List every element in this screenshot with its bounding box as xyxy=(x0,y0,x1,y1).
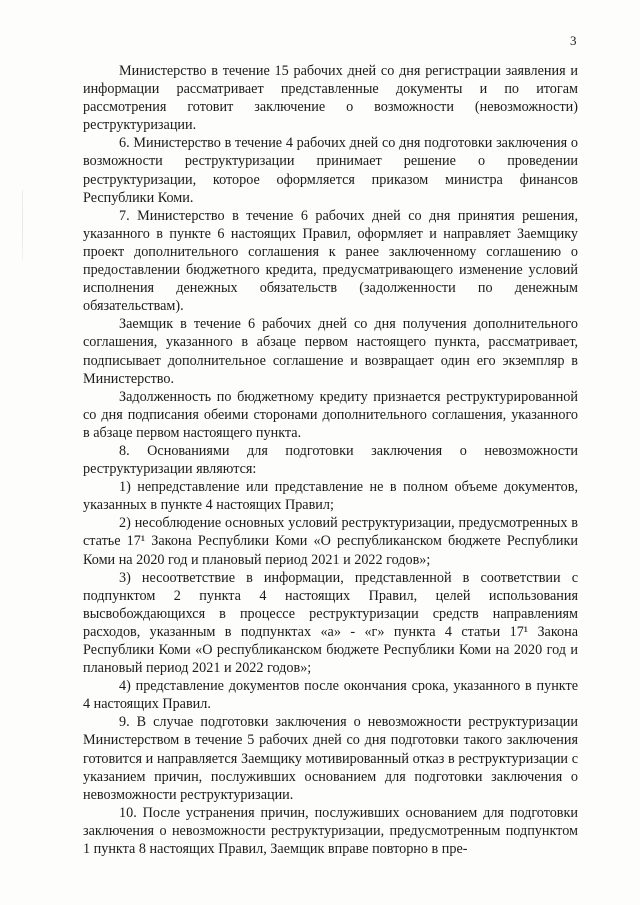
list-item-8-3: 3) несоответствие в информации, представленной в соответствии с подпунктом 2 пункта 4 настоящих Правил, целей использования высвобождающихся в процессе реструктуризации средств направлениям расходов, указанным в подпунктах «а» - «г» пункта 4 статьи 17¹ Закона Республики Коми «О республиканском бюджете Республики Коми на 2020 год и плановый период 2021 и 2022 годов»; xyxy=(83,569,578,677)
scan-gutter-mark xyxy=(22,190,23,260)
paragraph-10: 10. После устранения причин, послуживших основанием для подготовки заключения о невозможности реструктуризации, предусмотренным подпунктом 1 пункта 8 настоящих Правил, Заемщик вправе повторно в пре- xyxy=(83,804,578,858)
document-body xyxy=(83,62,578,858)
paragraph-7-debt: Задолженность по бюджетному кредиту признается реструктурированной со дня подписания обеими сторонами дополнительного соглашения, указанного в абзаце первом настоящего пункта. xyxy=(83,388,578,441)
paragraph-7-borrower: Заемщик в течение 6 рабочих дней со дня получения дополнительного соглашения, указанного в абзаце первом настоящего пункта, рассматривает, подписывает дополнительное соглашение и возвращает один его экземпляр в Министерство. xyxy=(83,316,578,387)
page-number: 3 xyxy=(570,33,577,48)
paragraph-8: 8. Основаниями для подготовки заключения о невозможности реструктуризации являются: xyxy=(83,442,578,478)
list-item-8-4: 4) представление документов после окончания срока, указанного в пункте 4 настоящих Правил. xyxy=(83,678,578,713)
list-item-8-1: 1) непредставление или представление не в полном объеме документов, указанных в пункте 4 настоящих Правил; xyxy=(83,479,578,514)
paragraph-6: 6. Министерство в течение 4 рабочих дней со дня подготовки заключения о возможности реструктуризации принимает решение о проведении реструктуризации, которое оформляется приказом министра финансов Республики Коми. xyxy=(83,135,578,206)
list-item-8-2: 2) несоблюдение основных условий реструктуризации, предусмотренных в статье 17¹ Закона Республики Коми «О республиканском бюджете Республики Коми на 2020 год и плановый период 2021 и 2022 годов»; xyxy=(83,515,578,568)
paragraph-review-terms: Министерство в течение 15 рабочих дней со дня регистрации заявления и информации рассматривает представленные документы и по итогам рассмотрения готовит заключение о возможности (невозможности) реструктуризации. xyxy=(83,63,578,134)
paragraph-9: 9. В случае подготовки заключения о невозможности реструктуризации Министерством в течение 5 рабочих дней со дня подготовки такого заключения готовится и направляется Заемщику мотивированный отказ в реструктуризации с указанием причин, послуживших основанием для подготовки заключения о невозможности реструктуризации. xyxy=(83,714,578,803)
paragraph-7: 7. Министерство в течение 6 рабочих дней со дня принятия решения, указанного в пункте 6 настоящих Правил, оформляет и направляет Заемщику проект дополнительного соглашения к ранее заключенному соглашению о предоставлении бюджетного кредита, предусматривающего изменение условий исполнения денежных обязательств (задолженности по денежным обязательствам). xyxy=(83,207,578,315)
